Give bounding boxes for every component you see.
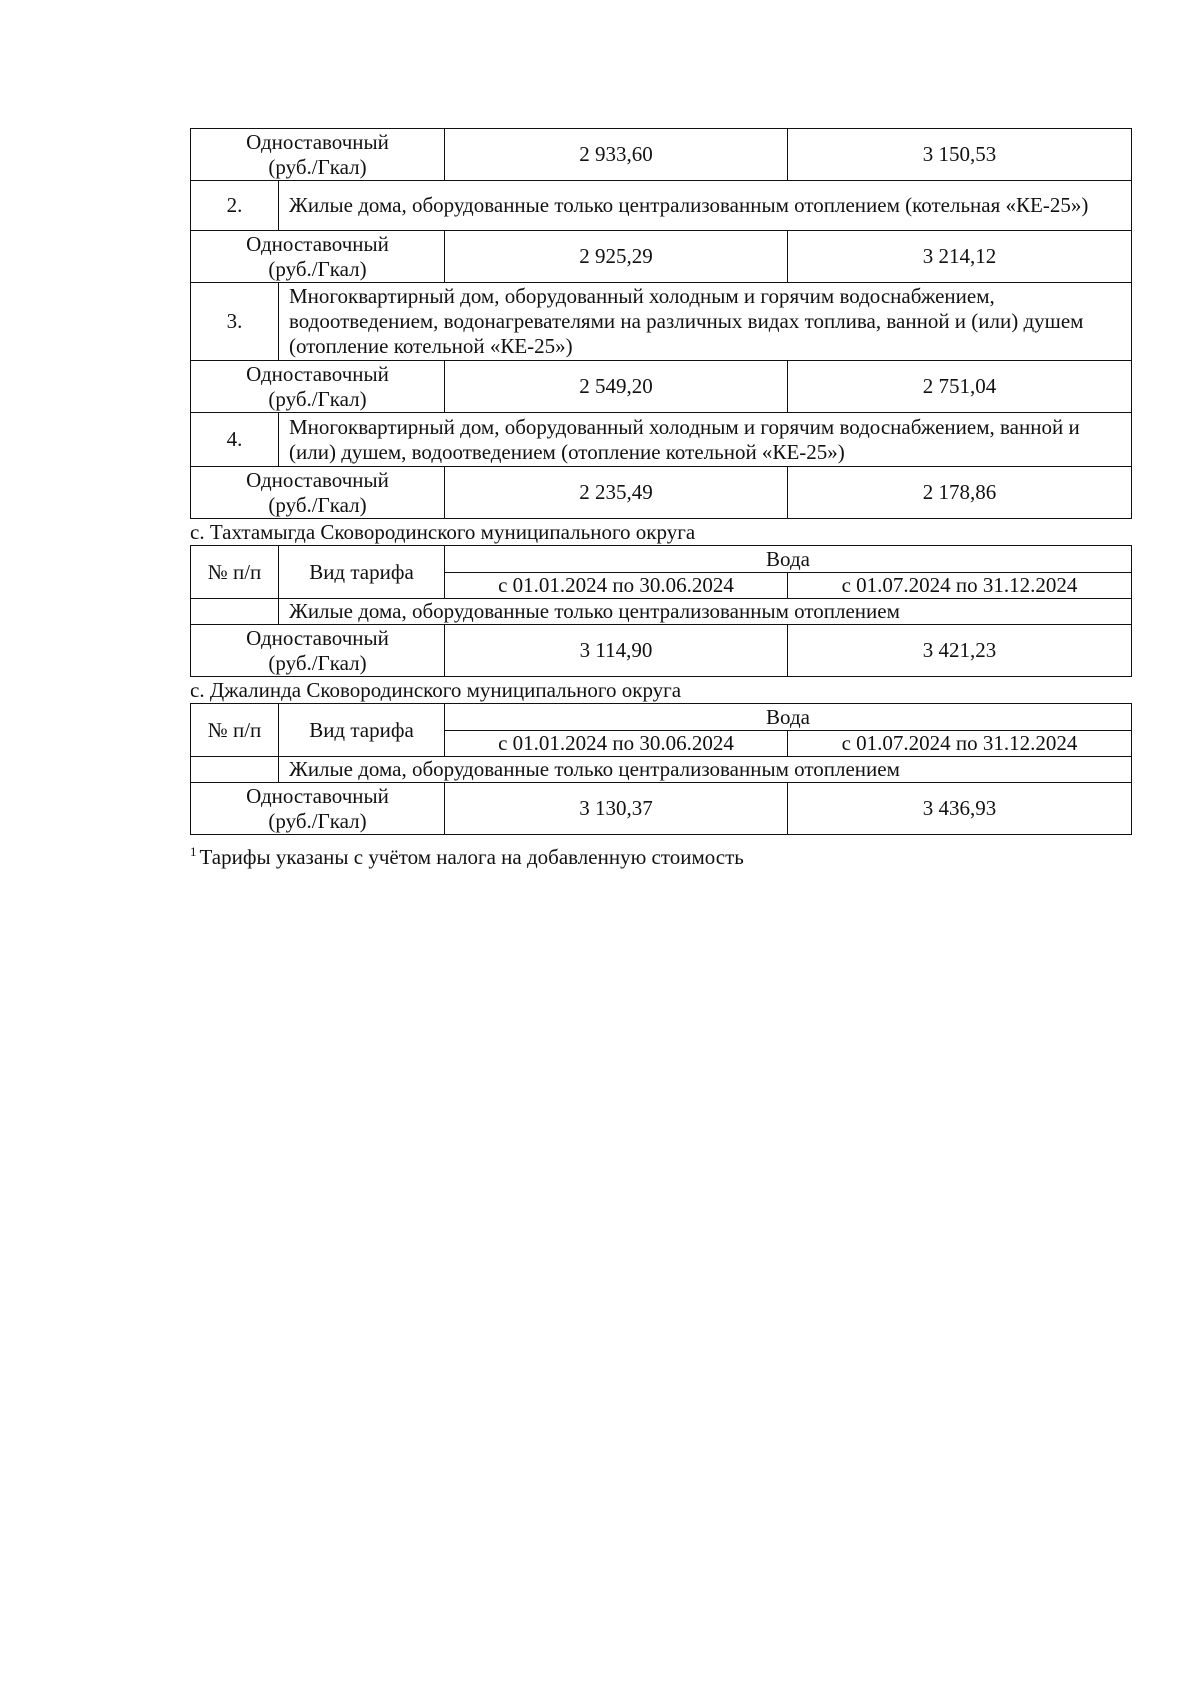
tariff-label: Одноставочный (руб./Гкал) (191, 467, 445, 519)
tariff-value-period1: 2 235,49 (445, 467, 788, 519)
tariff-value-period2: 3 150,53 (788, 129, 1132, 181)
table-row (191, 599, 1132, 625)
tariff-value-period1: 2 549,20 (445, 361, 788, 413)
table-row (191, 413, 1132, 467)
table-row (191, 625, 1132, 677)
row-number: 3. (191, 283, 279, 361)
header-tariff-type: Вид тарифа (279, 546, 445, 599)
section-caption-dzhalinda: с. Джалинда Сковородинского муниципального округа (190, 678, 682, 702)
table-header-row (191, 546, 1132, 573)
table-row (191, 231, 1132, 283)
header-number: № п/п (191, 704, 279, 757)
header-group-water: Вода (445, 546, 1132, 573)
document-page (190, 128, 1131, 870)
tariff-label: Одноставочный (руб./Гкал) (191, 625, 445, 677)
header-group-water: Вода (445, 704, 1132, 731)
tariff-value-period1: 3 130,37 (445, 783, 788, 835)
tariff-value-period2: 3 421,23 (788, 625, 1132, 677)
header-period2: с 01.07.2024 по 31.12.2024 (788, 731, 1132, 757)
table-row (191, 757, 1132, 783)
row-number: 4. (191, 413, 279, 467)
tariff-value-period1: 2 925,29 (445, 231, 788, 283)
tariff-value-period1: 2 933,60 (445, 129, 788, 181)
row-number: 2. (191, 181, 279, 231)
empty-cell (191, 599, 279, 625)
tariff-value-period1: 3 114,90 (445, 625, 788, 677)
table-row (191, 361, 1132, 413)
tariff-label: Одноставочный (руб./Гкал) (191, 129, 445, 181)
tariff-value-period2: 3 214,12 (788, 231, 1132, 283)
category-description: Жилые дома, оборудованные только централизованным отоплением (279, 757, 1132, 783)
table-header-row (191, 704, 1132, 731)
table-row (191, 181, 1132, 231)
tariff-label: Одноставочный (руб./Гкал) (191, 783, 445, 835)
category-description: Жилые дома, оборудованные только централизованным отоплением (279, 599, 1132, 625)
tariff-value-period2: 2 178,86 (788, 467, 1132, 519)
header-number: № п/п (191, 546, 279, 599)
tariff-table-dzhalinda (190, 703, 1132, 835)
table-row (191, 467, 1132, 519)
category-description: Жилые дома, оборудованные только централизованным отоплением (котельная «КЕ-25») (279, 181, 1132, 231)
table-row (191, 129, 1132, 181)
footnote-text: Тарифы указаны с учётом налога на добавленную стоимость (199, 845, 744, 869)
tariff-label: Одноставочный (руб./Гкал) (191, 361, 445, 413)
tariff-label: Одноставочный (руб./Гкал) (191, 231, 445, 283)
table-row (191, 283, 1132, 361)
footnote (190, 839, 1131, 870)
header-tariff-type: Вид тарифа (279, 704, 445, 757)
footnote-mark: 1 (190, 844, 197, 859)
tariff-value-period2: 3 436,93 (788, 783, 1132, 835)
table-row (191, 783, 1132, 835)
empty-cell (191, 757, 279, 783)
category-description: Многоквартирный дом, оборудованный холодным и горячим водоснабжением, ванной и (или) душем, водоотведением (отопление котельной «КЕ-25») (279, 413, 1132, 467)
tariff-table-main (190, 128, 1132, 519)
category-description: Многоквартирный дом, оборудованный холодным и горячим водоснабжением, водоотведением, водонагревателями на различных видах топлива, ванной и (или) душем (отопление котельной «КЕ-25») (279, 283, 1132, 361)
header-period1: с 01.01.2024 по 30.06.2024 (445, 731, 788, 757)
section-caption-takhtamygda: с. Тахтамыгда Сковородинского муниципального округа (190, 520, 696, 544)
header-period2: с 01.07.2024 по 31.12.2024 (788, 573, 1132, 599)
header-period1: с 01.01.2024 по 30.06.2024 (445, 573, 788, 599)
tariff-table-takhtamygda (190, 545, 1132, 677)
tariff-value-period2: 2 751,04 (788, 361, 1132, 413)
